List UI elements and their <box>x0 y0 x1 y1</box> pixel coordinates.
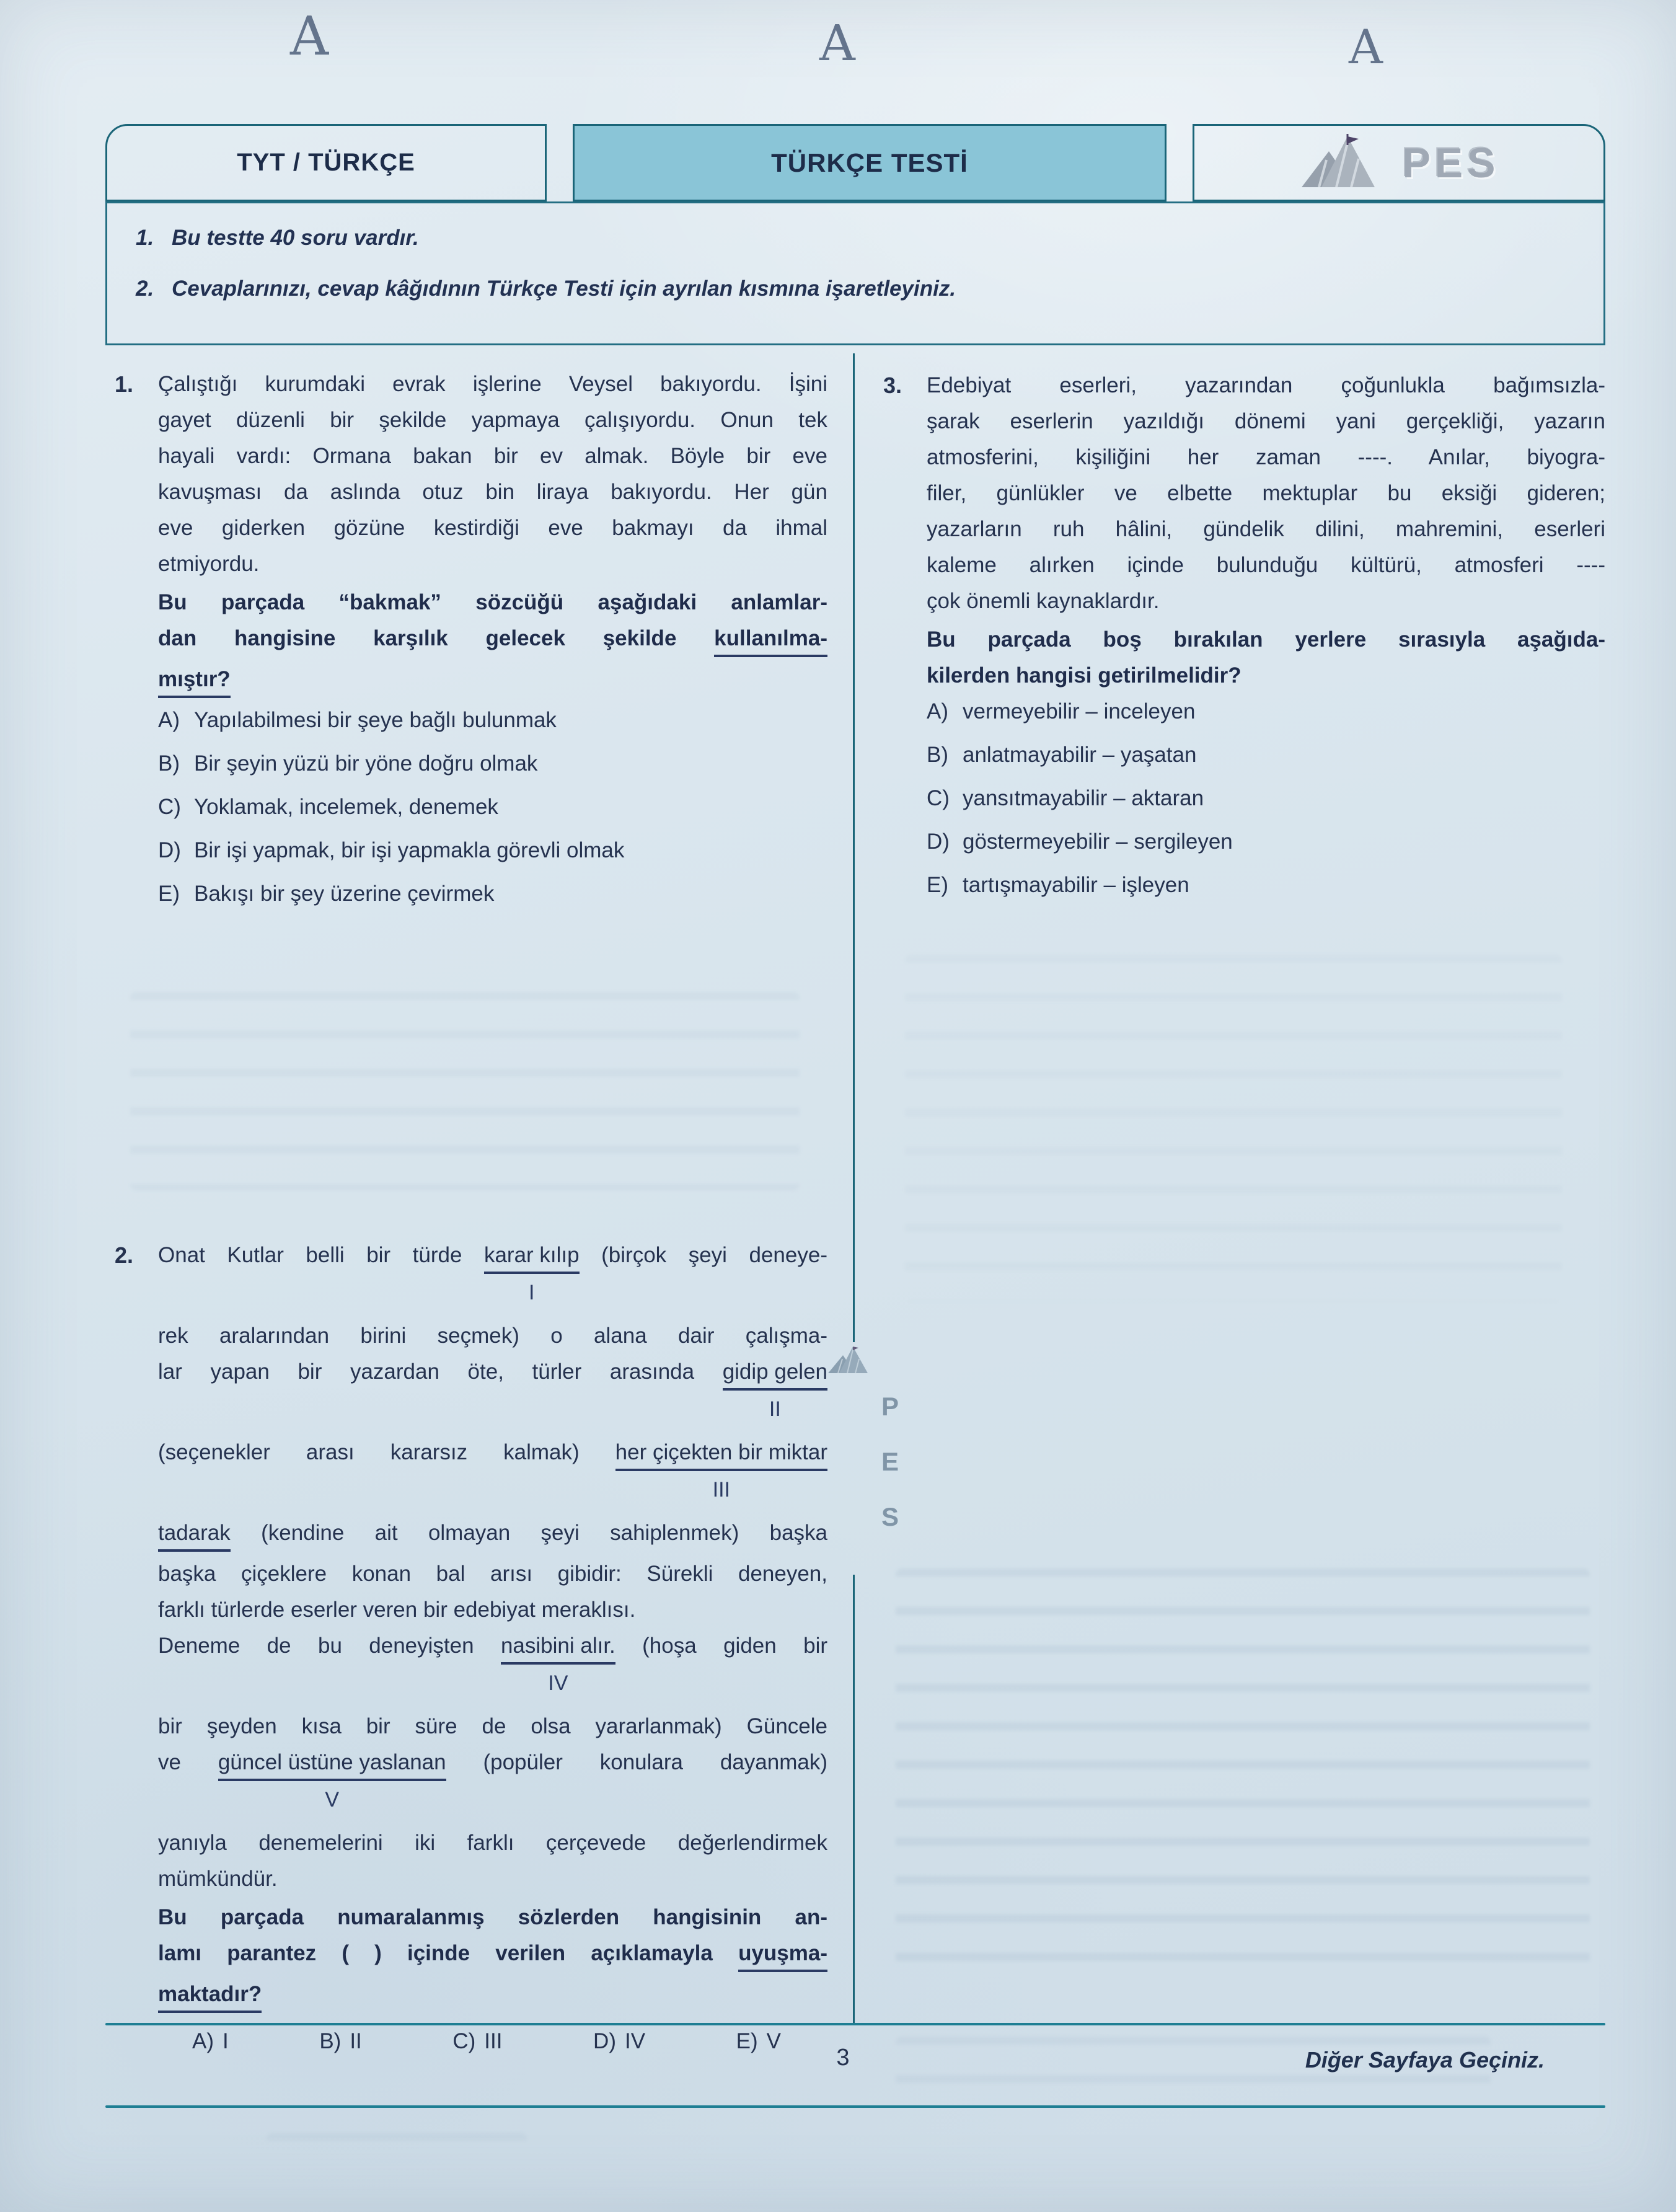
text-line: Bu parçada boş bırakılan yerlere sırasıyla aşağıda- <box>927 627 1605 652</box>
option-text: göstermeyebilir – sergileyen <box>963 830 1233 854</box>
instruction-number: 2. <box>136 276 154 301</box>
option-E <box>158 880 827 908</box>
text-line: rek aralarından birini seçmek) o alana dair çalışma- <box>158 1324 827 1348</box>
question-number: 3. <box>883 373 902 398</box>
header-left-box <box>105 124 547 201</box>
next-page-note: Diğer Sayfaya Geçiniz. <box>1305 2047 1545 2073</box>
question-3 <box>883 372 1605 915</box>
corner-letter: A <box>290 6 329 68</box>
underlined-phrase: güncel üstüne yaslanan V <box>218 1749 446 1781</box>
option-D <box>927 828 1605 856</box>
option-label: C) <box>927 786 950 810</box>
option-text: III <box>484 2029 503 2053</box>
option-A <box>192 2028 229 2055</box>
text-line: tadarak (kendine ait olmayan şeyi sahiplenmek) başka <box>158 1520 827 1552</box>
text-line: gayet düzenli bir şekilde yapmaya çalışıyordu. Onun tek <box>158 408 827 432</box>
option-A <box>927 698 1605 725</box>
roman-numeral: IV <box>548 1671 568 1695</box>
text-line: Çalıştığı kurumdaki evrak işlerine Veysel bakıyordu. İşini <box>158 372 827 396</box>
underlined-phrase: mıştır? <box>158 666 231 698</box>
option-text: Yoklamak, incelemek, denemek <box>194 795 498 819</box>
option-label: D) <box>927 830 950 854</box>
text-line: Deneme de bu deneyişten nasibini alır. IV (hoşa giden bir <box>158 1632 827 1665</box>
text-line: Onat Kutlar belli bir türde karar kılıp I (birçok şeyi deneye- <box>158 1242 827 1274</box>
header-title-box <box>573 124 1167 201</box>
watermark-mountain-icon <box>827 1344 876 1378</box>
option-label: B) <box>319 2029 342 2053</box>
option-text: IV <box>624 2029 646 2053</box>
options-list <box>927 698 1605 899</box>
text-line: Bu parçada “bakmak” sözcüğü aşağıdaki anlamlar- <box>158 590 827 614</box>
underlined-phrase: nasibini alır. IV <box>501 1632 615 1665</box>
option-label: E) <box>927 873 948 897</box>
text-line <box>158 1981 827 2013</box>
option-label: E) <box>736 2029 758 2053</box>
corner-letter: A <box>1349 19 1383 74</box>
option-text: tartışmayabilir – işleyen <box>963 873 1189 897</box>
text-line: başka çiçeklere konan bal arısı gibidir: Sürekli deneyen, <box>158 1562 827 1586</box>
text-line: ve güncel üstüne yaslanan V (popüler konulara dayanmak) <box>158 1749 827 1781</box>
watermark-letter: E <box>881 1447 899 1476</box>
option-C <box>927 785 1605 812</box>
mountain-icon <box>1298 131 1391 194</box>
underlined-phrase: tadarak <box>158 1520 231 1552</box>
roman-numeral: I <box>529 1281 535 1304</box>
text-line: (seçenekler arası kararsız kalmak) her çiçekten bir miktar III <box>158 1439 827 1471</box>
options-list <box>158 2028 781 2055</box>
text-line: yanıyla denemelerini iki farklı çerçevede değerlendirmek <box>158 1831 827 1855</box>
option-label: A) <box>158 708 180 732</box>
option-label: A) <box>927 699 948 723</box>
option-text: Yapılabilmesi bir şeye bağlı bulunmak <box>194 708 557 732</box>
option-text: I <box>223 2029 229 2053</box>
underlined-phrase: kullanılma- <box>714 625 827 657</box>
text-line: farklı türlerde eserler veren bir edebiyat meraklısı. <box>158 1598 636 1622</box>
question-body <box>158 1242 827 2055</box>
text-line: Edebiyat eserleri, yazarından çoğunlukla bağımsızla- <box>927 373 1605 397</box>
text-line: hayali vardı: Ormana bakan bir ev almak. Böyle bir eve <box>158 444 827 468</box>
option-label: C) <box>452 2029 476 2053</box>
instruction-number: 1. <box>136 226 154 250</box>
bleedthrough-texture <box>267 2133 527 2167</box>
text-line: kaleme alırken içinde bulunduğu kültürü, atmosferi ---- <box>927 553 1605 577</box>
text-line: çok önemli kaynaklardır. <box>927 589 1160 613</box>
option-label: D) <box>593 2029 616 2053</box>
option-text: vermeyebilir – inceleyen <box>963 699 1196 723</box>
page-number: 3 <box>836 2045 850 2071</box>
option-text: anlatmayabilir – yaşatan <box>963 743 1197 767</box>
watermark-letter: P <box>881 1392 899 1421</box>
option-text: Bakışı bir şey üzerine çevirmek <box>194 882 495 906</box>
options-list <box>158 707 827 908</box>
option-E <box>736 2028 781 2055</box>
option-D <box>158 837 827 864</box>
question-body <box>158 371 827 924</box>
bleedthrough-texture <box>905 955 1562 1302</box>
text-line: Bu parçada numaralanmış sözlerden hangisinin an- <box>158 1905 827 1929</box>
text-line <box>158 666 827 698</box>
column-divider <box>853 1575 855 2024</box>
question-2 <box>115 1242 827 2055</box>
text-line: dan hangisine karşılık gelecek şekilde kullanılma- <box>158 625 827 657</box>
text-line: atmosferini, kişiliğini her zaman ----. Anılar, biyogra- <box>927 445 1605 469</box>
question-stem <box>158 589 827 698</box>
footer-rule <box>105 2105 1605 2108</box>
option-label: D) <box>158 838 181 862</box>
option-text: yansıtmayabilir – aktaran <box>963 786 1204 810</box>
text-line: lar yapan bir yazardan öte, türler arasında gidip gelen II <box>158 1358 827 1391</box>
instruction-item <box>136 276 1603 301</box>
instruction-text: Cevaplarınızı, cevap kâğıdının Türkçe Testi için ayrılan kısmına işaretleyiniz. <box>172 276 956 301</box>
option-label: E) <box>158 882 180 906</box>
option-label: B) <box>158 751 180 776</box>
question-stem <box>927 626 1605 689</box>
option-D <box>593 2028 645 2055</box>
instruction-item <box>136 226 1603 250</box>
option-B <box>927 741 1605 769</box>
option-A <box>158 707 827 734</box>
text-line: şarak eserlerin yazıldığı dönemi yani gerçekliği, yazarın <box>927 409 1605 433</box>
text-line: mümkündür. <box>158 1867 278 1891</box>
roman-numeral: V <box>325 1788 340 1812</box>
text-line: eve giderken gözüne kestirdiği eve bakmayı da ihmal <box>158 516 827 540</box>
watermark-letter: S <box>881 1502 899 1531</box>
option-C <box>158 794 827 821</box>
column-divider <box>853 353 855 1342</box>
text-line: bir şeyden kısa bir süre de olsa yararlanmak) Güncele <box>158 1714 827 1738</box>
option-text: Bir şeyin yüzü bir yöne doğru olmak <box>194 751 538 776</box>
question-stem <box>158 1904 827 2013</box>
instructions-box <box>105 201 1605 345</box>
option-text: II <box>350 2029 362 2053</box>
question-1 <box>115 371 827 924</box>
option-label: B) <box>927 743 948 767</box>
underlined-phrase: gidip gelen II <box>723 1358 827 1391</box>
bleedthrough-texture <box>130 992 800 1190</box>
text-line: kilerden hangisi getirilmelidir? <box>927 663 1242 688</box>
header-logo-box <box>1193 124 1605 201</box>
option-B <box>319 2028 361 2055</box>
footer-rule <box>105 2023 1605 2025</box>
text-line: etmiyordu. <box>158 552 260 576</box>
roman-numeral: II <box>769 1397 781 1421</box>
question-body <box>927 372 1605 915</box>
option-C <box>452 2028 502 2055</box>
underlined-phrase: maktadır? <box>158 1981 262 2013</box>
pes-watermark <box>875 1394 905 1559</box>
option-text: V <box>766 2029 781 2053</box>
instruction-text: Bu testte 40 soru vardır. <box>172 226 419 250</box>
exam-type-label: TYT / TÜRKÇE <box>237 149 415 176</box>
text-line: lamı parantez ( ) içinde verilen açıklamayla uyuşma- <box>158 1940 827 1972</box>
option-label: C) <box>158 795 181 819</box>
underlined-phrase: karar kılıp I <box>484 1242 580 1274</box>
corner-letter: A <box>819 14 855 72</box>
bleedthrough-texture <box>896 1568 1590 1990</box>
pes-logo-text: PES <box>1402 139 1500 187</box>
option-text: Bir işi yapmak, bir işi yapmakla görevli olmak <box>194 838 625 862</box>
question-number: 1. <box>115 371 134 397</box>
option-B <box>158 750 827 777</box>
option-E <box>927 872 1605 899</box>
text-line: yazarların ruh hâlini, gündelik dilini, mahremini, eserleri <box>927 517 1605 541</box>
underlined-phrase: uyuşma- <box>738 1940 827 1972</box>
test-title: TÜRKÇE TESTİ <box>771 148 968 177</box>
underlined-phrase: her çiçekten bir miktar III <box>615 1439 827 1471</box>
text-line: kavuşması da aslında otuz bin liraya bakıyordu. Her gün <box>158 480 827 504</box>
text-line: filer, günlükler ve elbette mektuplar bu eksiği gideren; <box>927 481 1605 505</box>
roman-numeral: III <box>712 1478 730 1502</box>
question-number: 2. <box>115 1242 134 1268</box>
option-label: A) <box>192 2029 214 2053</box>
